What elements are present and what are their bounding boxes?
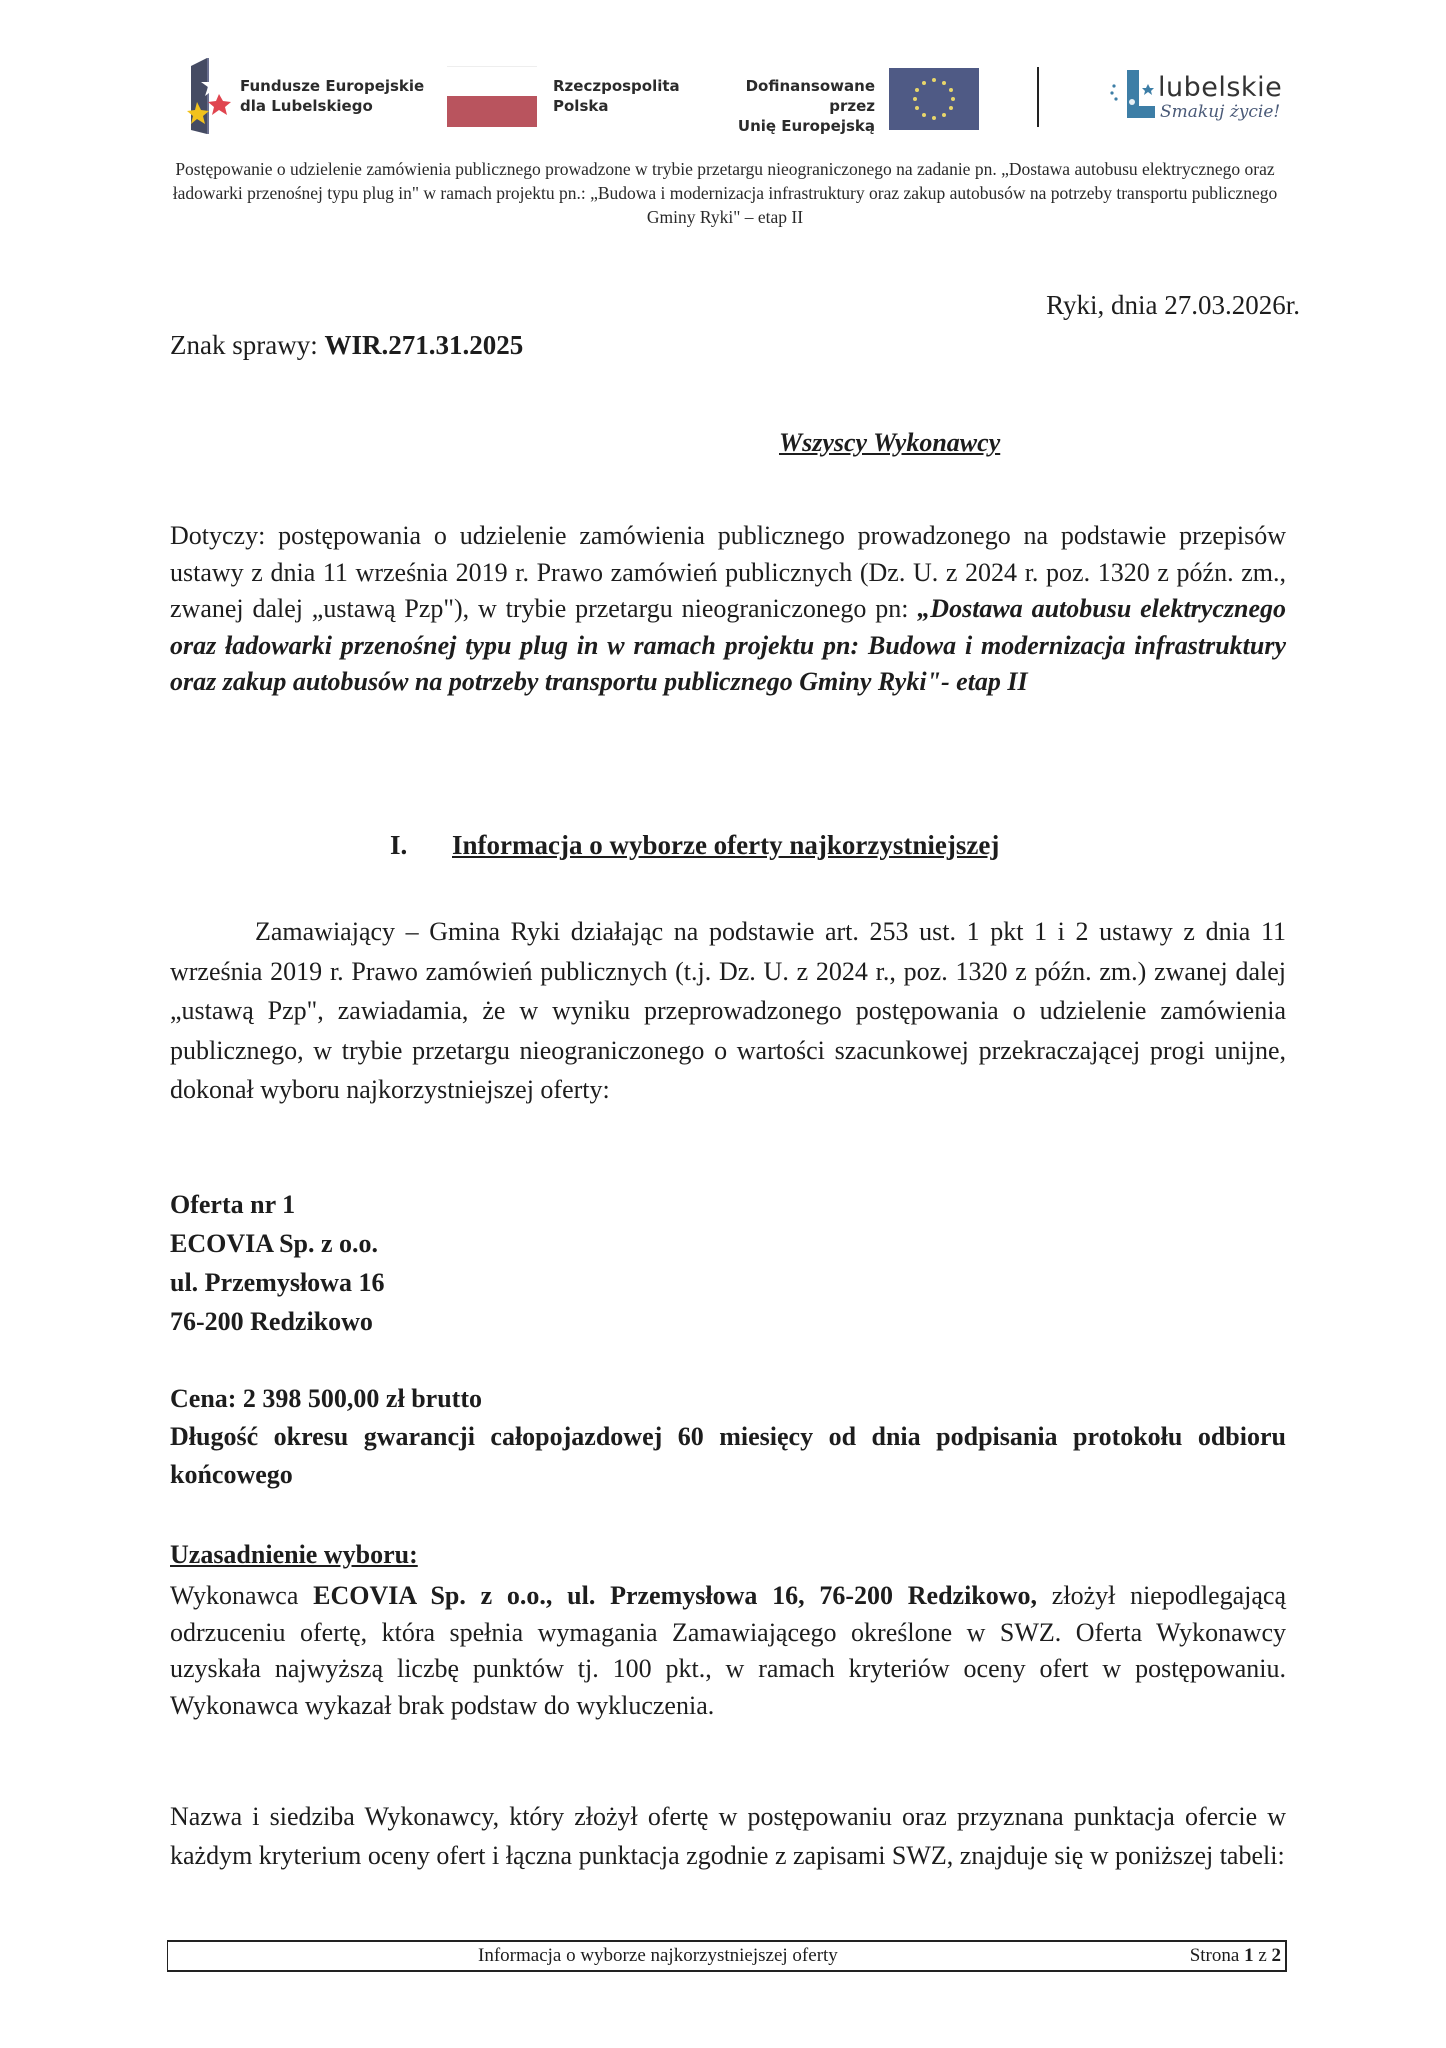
lubelskie-logo-icon bbox=[1110, 68, 1155, 123]
fe-line2: dla Lubelskiego bbox=[240, 97, 373, 115]
page-current: 1 bbox=[1244, 1945, 1254, 1966]
case-reference bbox=[170, 330, 523, 361]
subject-title: „Dostawa autobusu elektrycznego oraz ładowarki przenośnej typu plug in w ramach projektu pn: Budowa i modernizacja infrastruktury oraz zakup autobusów na potrzeby transportu publicznego Gminy Ryki"- etap II bbox=[170, 594, 1286, 696]
fundusze-europejskie-logo-icon bbox=[185, 56, 245, 136]
section-heading bbox=[390, 830, 999, 861]
offer-price: Cena: 2 398 500,00 zł brutto bbox=[170, 1384, 482, 1413]
poland-flag-icon bbox=[447, 66, 537, 127]
decision-text: Zamawiający – Gmina Ryki działając na podstawie art. 253 ust. 1 pkt 1 i 2 ustawy z dnia 11 września 2019 r. Prawo zamówień publicznych (t.j. Dz. U. z 2024 r., poz. 1320 z późn. zm.) zwanej dalej „ustawą Pzp", zawiadamia, że w wyniku przeprowadzonego postępowania o udzielenie zamówienia publicznego, w trybie przetargu nieograniczonego o wartości szacunkowej przekraczającej progi unijne, dokonał wyboru najkorzystniejszej oferty: bbox=[170, 917, 1286, 1104]
case-label: Znak sprawy: bbox=[170, 330, 325, 360]
selected-offer bbox=[170, 1185, 384, 1341]
section-number: I. bbox=[390, 830, 408, 860]
offer-number: Oferta nr 1 bbox=[170, 1190, 296, 1219]
justification-paragraph bbox=[170, 1578, 1286, 1724]
page-label: Strona bbox=[1189, 1945, 1245, 1966]
case-number: WIR.271.31.2025 bbox=[324, 330, 524, 360]
project-header: Postępowanie o udzielenie zamówienia publicznego prowadzone w trybie przetargu nieograniczonego na zadanie pn. „Dostawa autobusu elektrycznego oraz ładowarki przenośnej typu plug in" w ramach projektu pn.: „Budowa i modernizacja infrastruktury oraz zakup autobusów na potrzeby transportu publicznego Gminy Ryki" – etap II bbox=[172, 159, 1278, 227]
justification-heading: Uzasadnienie wyboru: bbox=[170, 1540, 418, 1569]
page-indicator bbox=[1190, 1945, 1281, 1967]
offer-terms bbox=[170, 1380, 1286, 1494]
document-date: Ryki, dnia 27.03.2026r. bbox=[1046, 290, 1300, 320]
lubelskie-slogan: Smakuj życie! bbox=[1160, 102, 1281, 122]
table-intro-paragraph: Nazwa i siedziba Wykonawcy, który złożył ofertę w postępowaniu oraz przyznana punktacja ofercie w każdym kryterium oceny ofert i łączna punktacja zgodnie z zapisami SWZ, znajduje się w poniższej tabeli: bbox=[170, 1802, 1286, 1870]
offer-street: ul. Przemysłowa 16 bbox=[170, 1268, 385, 1297]
eu-funding-label bbox=[700, 76, 875, 136]
logo-separator bbox=[1037, 67, 1039, 127]
justification-lead: Wykonawca bbox=[170, 1581, 314, 1610]
rp-line2: Polska bbox=[553, 97, 609, 115]
page-total: 2 bbox=[1271, 1945, 1281, 1966]
addressee: Wszyscy Wykonawcy bbox=[779, 428, 1001, 457]
section-title: Informacja o wyborze oferty najkorzystniejszej bbox=[452, 830, 1000, 860]
ue-line2: Unię Europejską bbox=[737, 117, 875, 135]
page-footer bbox=[167, 1940, 1287, 1972]
justification-company: ECOVIA Sp. z o.o., ul. Przemysłowa 16, 76-200 Redzikowo, bbox=[313, 1581, 1038, 1610]
subject-paragraph bbox=[170, 518, 1286, 701]
offer-city: 76-200 Redzikowo bbox=[170, 1307, 373, 1336]
subject-text: Dotyczy: postępowania o udzielenie zamówienia publicznego prowadzonego na podstawie przepisów ustawy z dnia 11 września 2019 r. Prawo zamówień publicznych (Dz. U. z 2024 r. poz. 1320 z późn. zm., zwanej dalej „ustawą Pzp"), w trybie przetargu nieograniczonego pn: bbox=[170, 521, 1286, 623]
footer-title: Informacja o wyborze najkorzystniejszej oferty bbox=[478, 1945, 838, 1966]
rzeczpospolita-label bbox=[553, 76, 680, 116]
lubelskie-name: lubelskie bbox=[1158, 72, 1283, 103]
fundusze-europejskie-label bbox=[240, 76, 424, 116]
justification-rest: złożył niepodlegającą odrzuceniu ofertę, która spełnia wymagania Zamawiającego określone w SWZ. Oferta Wykonawcy uzyskała najwyższą liczbę punktów tj. 100 pkt., w ramach kryteriów oceny ofert w postępowaniu. Wykonawca wykazał brak podstaw do wykluczenia. bbox=[170, 1581, 1286, 1720]
ue-line1: Dofinansowane przez bbox=[745, 77, 875, 115]
fe-line1: Fundusze Europejskie bbox=[240, 77, 425, 95]
offer-company: ECOVIA Sp. z o.o. bbox=[170, 1229, 379, 1258]
page-sep: z bbox=[1253, 1945, 1272, 1966]
offer-warranty: Długość okresu gwarancji całopojazdowej 60 miesięcy od dnia podpisania protokołu odbioru końcowego bbox=[170, 1422, 1286, 1489]
eu-flag-icon bbox=[889, 68, 979, 130]
decision-paragraph bbox=[170, 912, 1286, 1110]
rp-line1: Rzeczpospolita bbox=[553, 77, 680, 95]
